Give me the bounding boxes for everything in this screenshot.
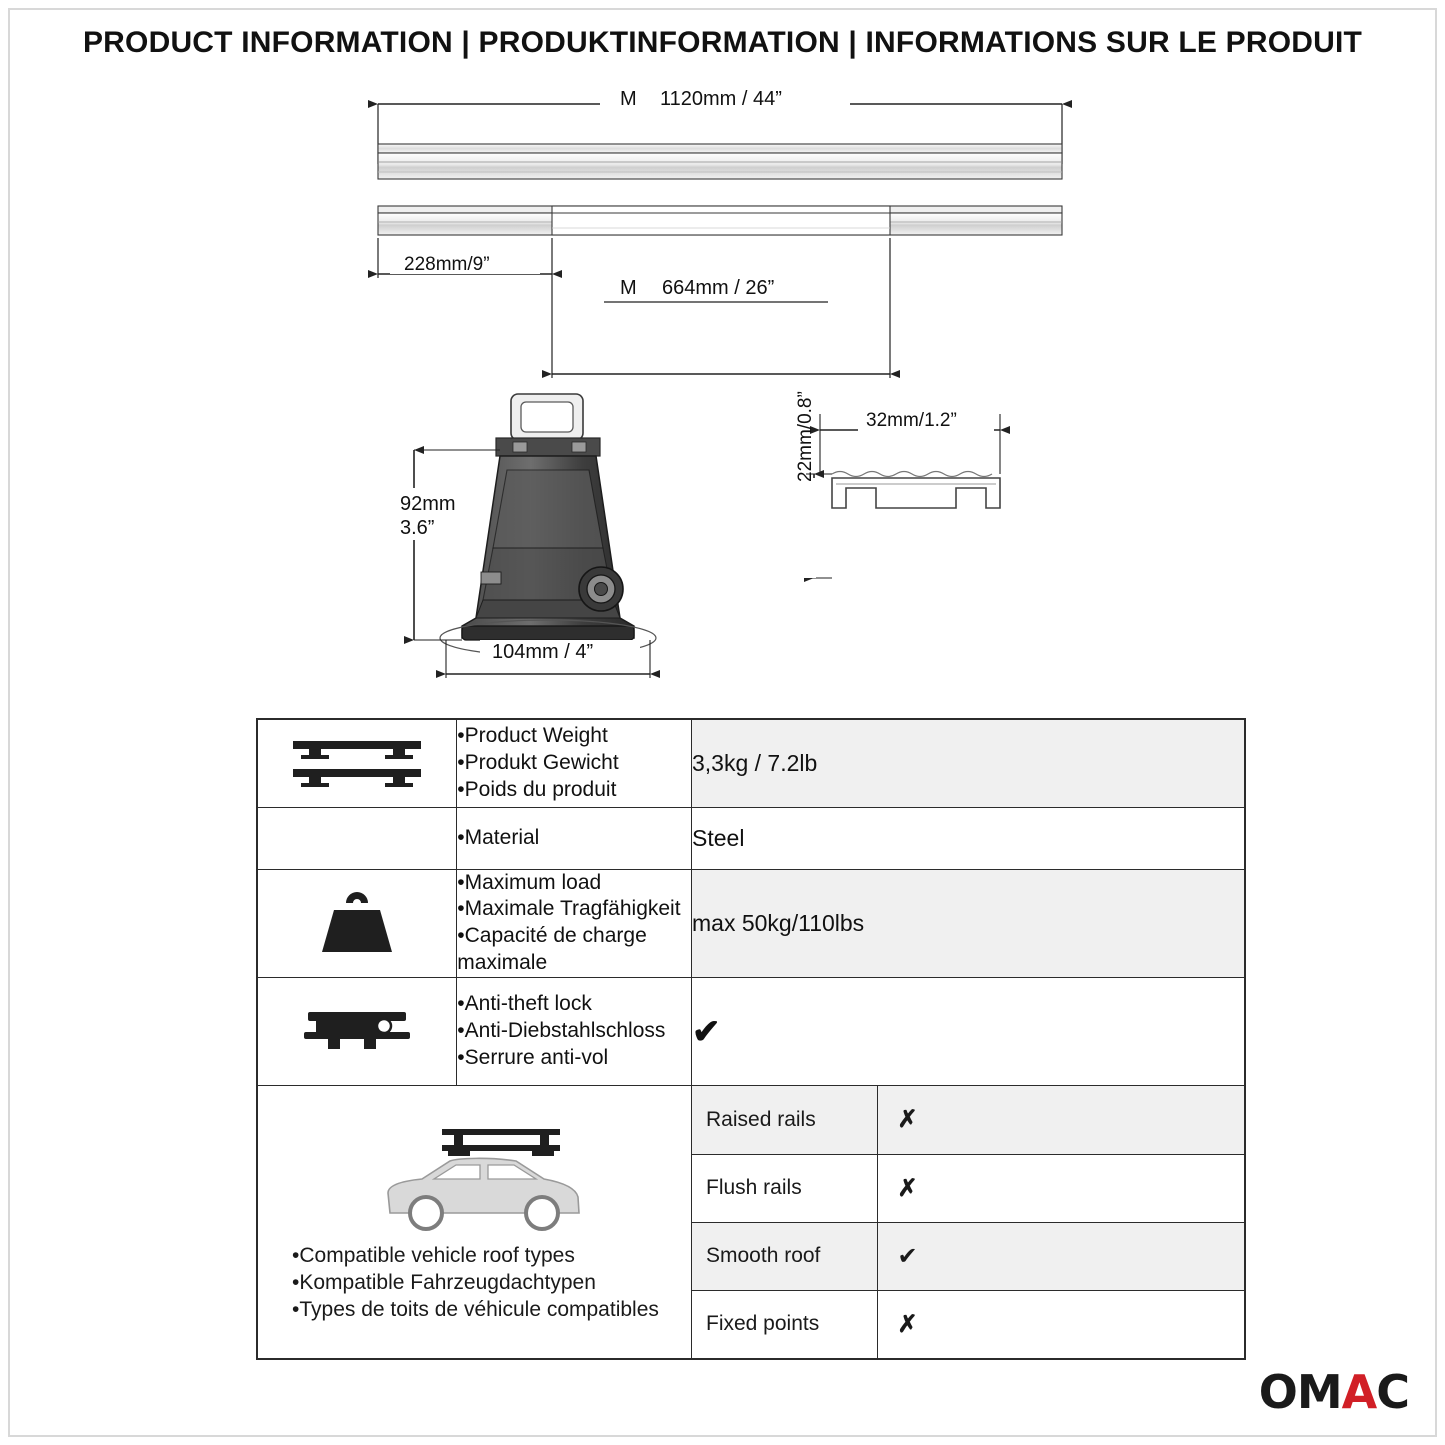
material-label: •Material <box>457 807 692 869</box>
max-load-label-en: •Maximum load <box>457 870 602 894</box>
dim-total-value: 1120mm / 44” <box>660 88 782 110</box>
dim-foot-width: 104mm / 4” <box>492 641 594 663</box>
weight-label-de: •Produkt Gewicht <box>457 750 619 774</box>
table-row-weight <box>257 719 1245 807</box>
table-row-max-load <box>257 869 1245 978</box>
roof-types-label-en: •Compatible vehicle roof types <box>292 1243 575 1267</box>
dim-span-label: M <box>620 277 637 299</box>
material-value: Steel <box>692 807 1246 869</box>
checkmark-icon: ✔ <box>692 1012 721 1051</box>
table-row-anti-theft <box>257 978 1245 1086</box>
brand-logo-part1: OM <box>1258 1365 1342 1419</box>
car-with-rack-icon <box>330 1121 620 1231</box>
dim-profile-width: 32mm/1.2” <box>866 410 957 431</box>
roof-type-row-flush <box>692 1154 1244 1222</box>
weight-value: 3,3kg / 7.2lb <box>692 719 1246 807</box>
roof-type-mark-fixed: ✗ <box>877 1290 1244 1358</box>
roof-types-label <box>258 1242 691 1324</box>
spec-table <box>256 718 1246 1360</box>
brand-logo-part2: C <box>1376 1365 1409 1419</box>
weight-label <box>457 719 692 807</box>
profile-cross-section <box>832 472 1000 509</box>
roof-type-name-smooth: Smooth roof <box>692 1222 877 1290</box>
weight-label-fr: •Poids du produit <box>457 777 617 801</box>
dim-profile-height: 22mm/0.8” <box>795 391 816 482</box>
brand-logo-accent: A <box>1341 1365 1377 1419</box>
anti-theft-label-de: •Anti-Diebstahlschloss <box>457 1019 666 1043</box>
brand-logo <box>1259 1365 1409 1419</box>
weight-label-en: •Product Weight <box>457 723 608 747</box>
roof-types-label-cell <box>257 1086 692 1360</box>
roof-types-table <box>692 1086 1244 1358</box>
roof-type-mark-flush: ✗ <box>877 1154 1244 1222</box>
max-load-label <box>457 869 692 978</box>
anti-theft-label-en: •Anti-theft lock <box>457 992 592 1016</box>
roof-type-mark-raised: ✗ <box>877 1086 1244 1154</box>
anti-theft-label-fr: •Serrure anti-vol <box>457 1045 609 1069</box>
max-load-label-fr: •Capacité de charge maximale <box>457 924 647 975</box>
page-title: PRODUCT INFORMATION | PRODUKTINFORMATION | INFORMATIONS SUR LE PRODUIT <box>82 26 1363 59</box>
max-load-label-de: •Maximale Tragfähigkeit <box>457 897 681 921</box>
roof-bars-icon <box>257 719 457 807</box>
table-row-material <box>257 807 1245 869</box>
roof-types-label-de: •Kompatible Fahrzeugdachtypen <box>292 1270 596 1294</box>
roof-types-label-fr: •Types de toits de véhicule compatibles <box>292 1298 659 1322</box>
roof-type-name-flush: Flush rails <box>692 1154 877 1222</box>
roof-type-row-fixed <box>692 1290 1244 1358</box>
dim-offset-value: 228mm/9” <box>404 254 490 275</box>
anti-theft-label <box>457 978 692 1086</box>
material-icon-empty <box>257 807 457 869</box>
roof-type-row-smooth <box>692 1222 1244 1290</box>
drawing-svg <box>0 78 1445 718</box>
max-load-value: max 50kg/110lbs <box>692 869 1246 978</box>
dim-height-mm: 92mm <box>400 493 456 515</box>
roof-types-table-cell <box>692 1086 1246 1360</box>
technical-drawing <box>0 78 1445 718</box>
lock-icon <box>257 978 457 1086</box>
dim-total-label: M <box>620 88 637 110</box>
dim-span-value: 664mm / 26” <box>662 277 775 299</box>
roof-type-mark-smooth: ✔ <box>877 1222 1244 1290</box>
weight-icon <box>257 869 457 978</box>
anti-theft-value <box>692 978 1246 1086</box>
table-row-roof-types <box>257 1086 1245 1360</box>
dim-height-in: 3.6” <box>400 517 435 539</box>
roof-type-name-fixed: Fixed points <box>692 1290 877 1358</box>
roof-type-row-raised <box>692 1086 1244 1154</box>
roof-type-name-raised: Raised rails <box>692 1086 877 1154</box>
